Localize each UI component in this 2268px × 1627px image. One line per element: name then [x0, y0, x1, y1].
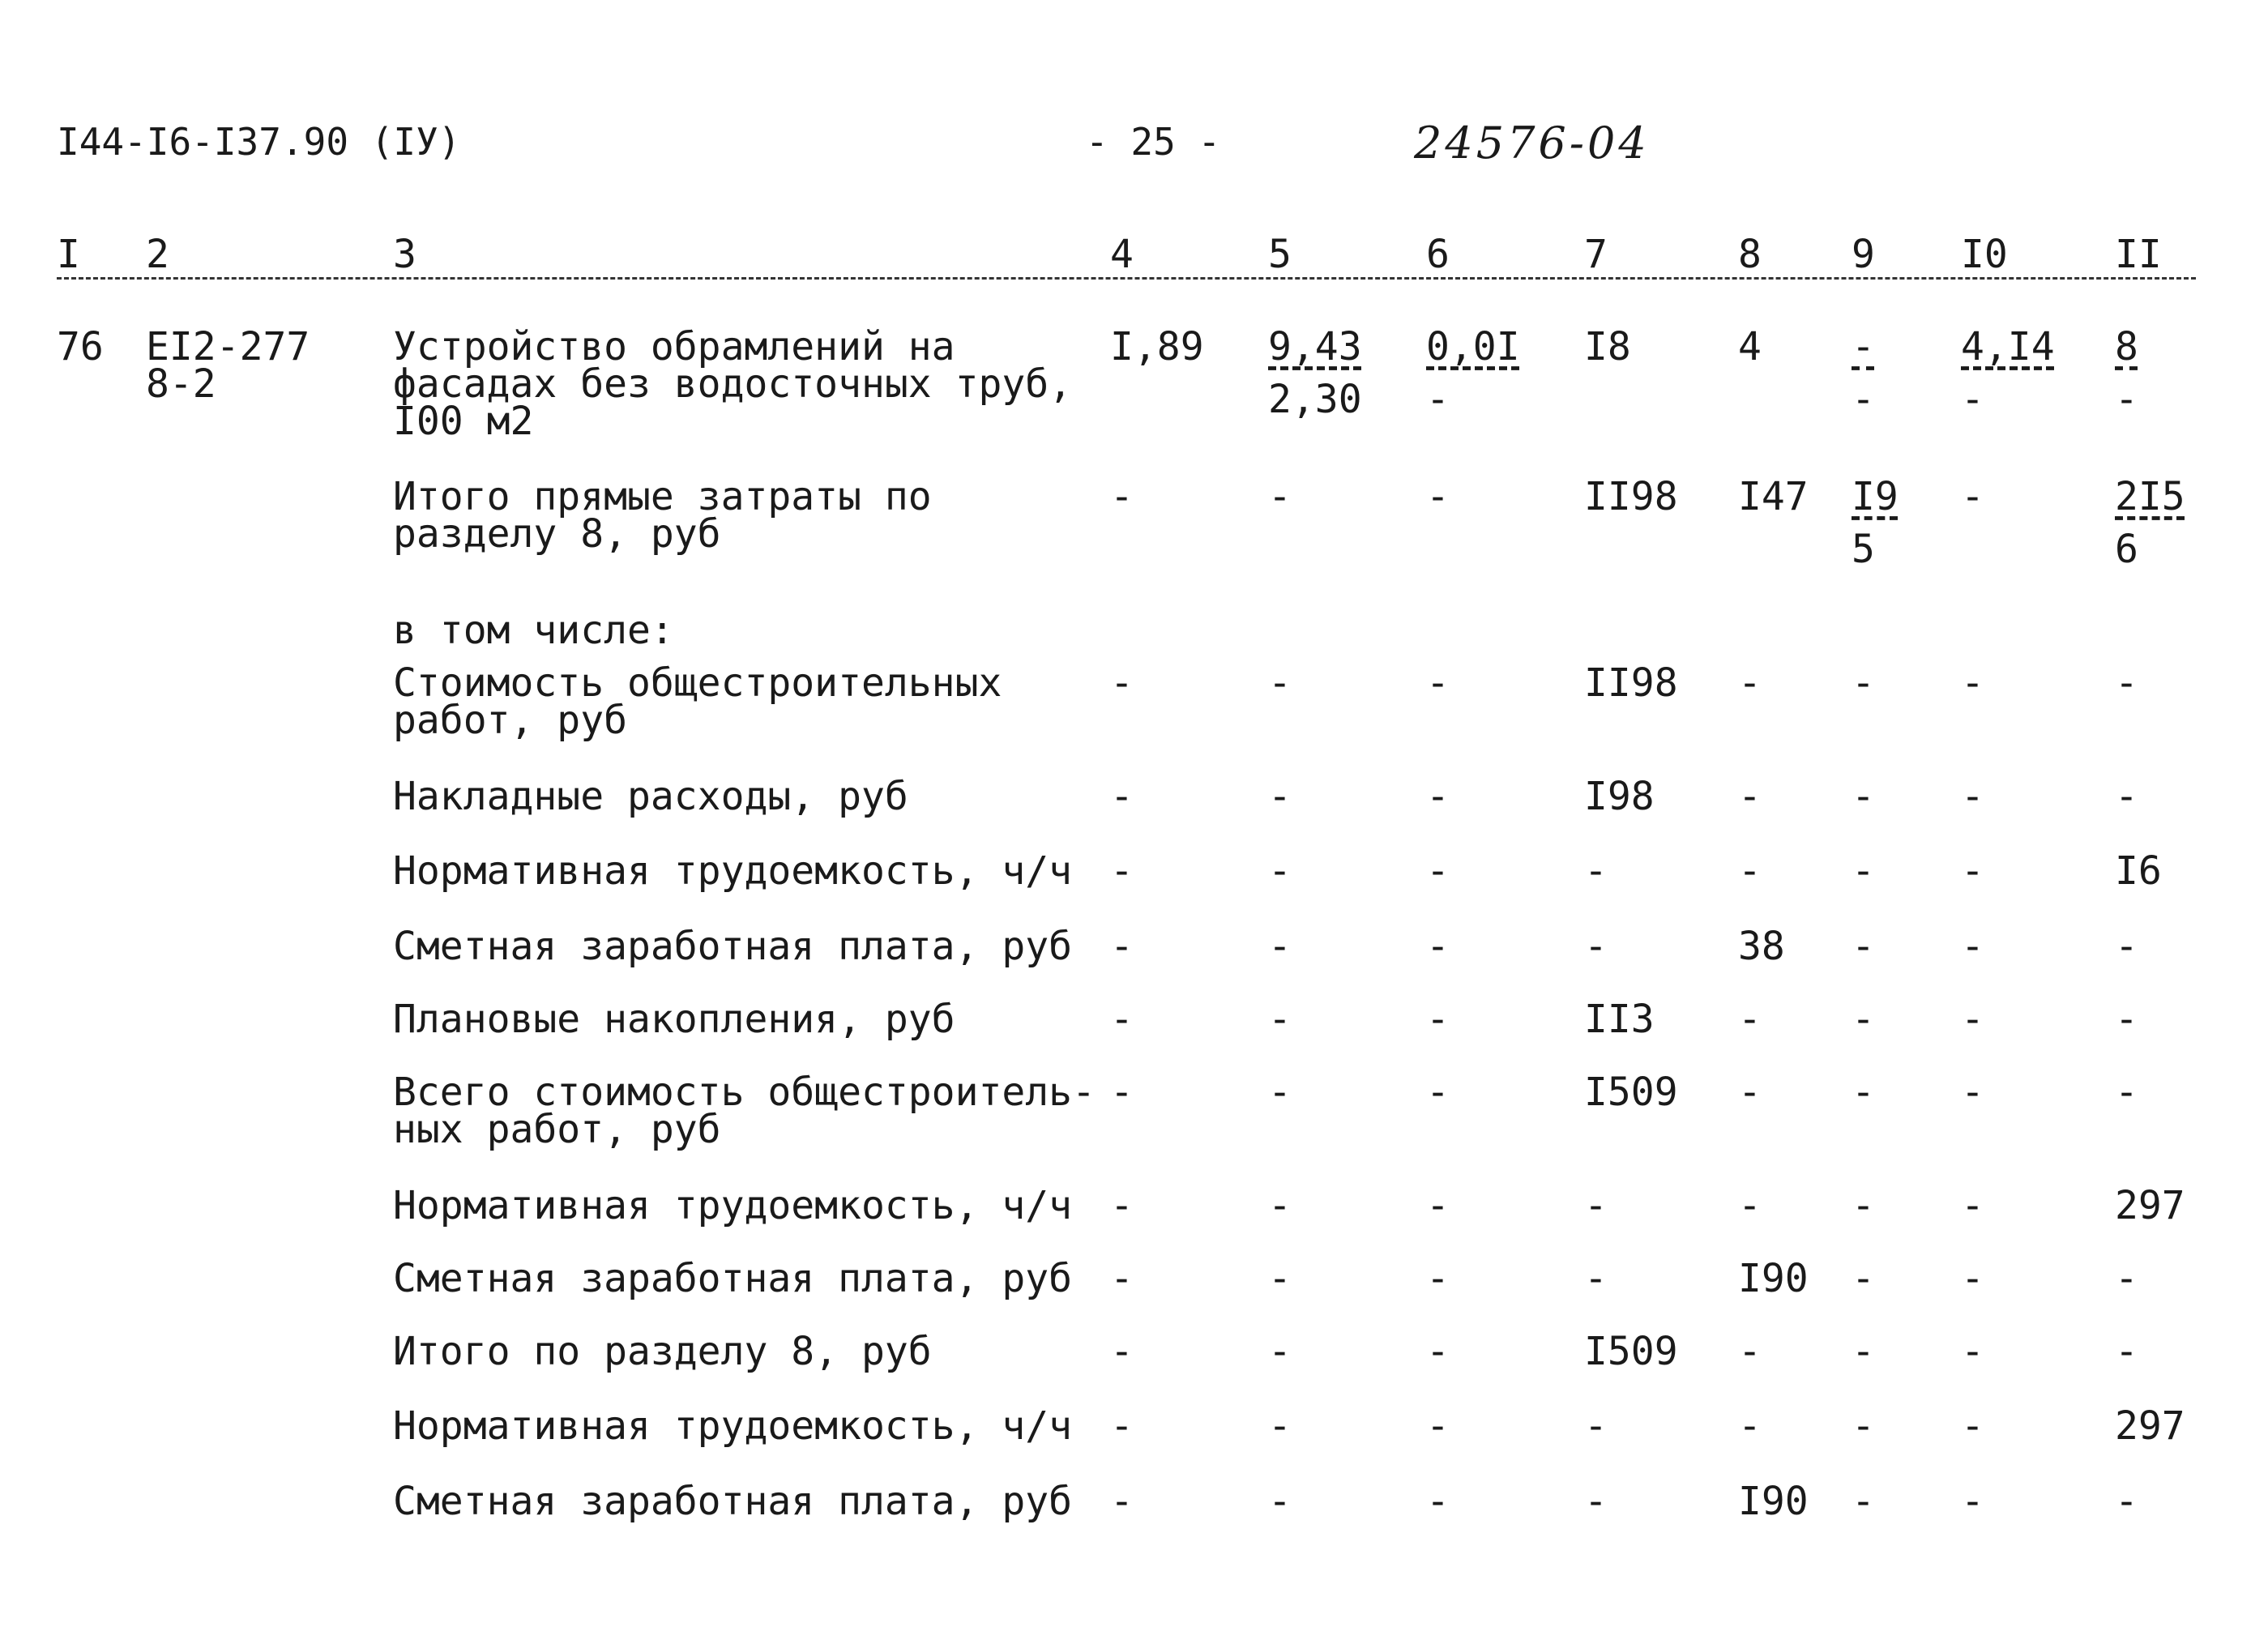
cell-c11: - — [2115, 1479, 2138, 1524]
cell-c11: - — [2115, 1329, 2138, 1374]
column-number-5: 5 — [1268, 232, 1292, 277]
cell-c7: - — [1584, 924, 1608, 969]
row-description: Итого прямые затраты по — [393, 474, 932, 519]
row-description: разделу 8, руб — [393, 511, 721, 557]
row-description: Плановые накопления, руб — [393, 997, 955, 1042]
cell-c11: I6 — [2115, 848, 2162, 894]
row-description: Стоимость общестроительных — [393, 660, 1002, 706]
cell-c6: - — [1426, 1403, 1450, 1449]
cell-c4: - — [1110, 774, 1134, 819]
cell-c7: I509 — [1584, 1329, 1678, 1374]
row-description: Сметная заработная плата, руб — [393, 1256, 1073, 1301]
cell-c11: - — [2115, 1070, 2138, 1115]
cell-c10: - — [1961, 1070, 1984, 1115]
cell-c6: - — [1426, 1256, 1450, 1301]
cell-c9: - — [1852, 1479, 1875, 1524]
cell-c9-top: - — [1852, 324, 1875, 369]
cell-c8: - — [1738, 1403, 1762, 1449]
cell-c6: - — [1426, 660, 1450, 706]
cell-c7: I509 — [1584, 1070, 1678, 1115]
cell-c9-bottom: - — [1852, 377, 1875, 422]
cell-c4: - — [1110, 1329, 1134, 1374]
cell-c10: - — [1961, 924, 1984, 969]
cell-c8: - — [1738, 997, 1762, 1042]
cell-c9: - — [1852, 774, 1875, 819]
cell-c8: 38 — [1738, 924, 1785, 969]
desc-line-3: I00 м2 — [393, 399, 534, 444]
cell-c5: - — [1268, 997, 1292, 1042]
cell-c7: - — [1584, 1403, 1608, 1449]
cell-c6: - — [1426, 774, 1450, 819]
desc-line-1: Устройство обрамлений на — [393, 324, 955, 369]
cell-c10: - — [1961, 774, 1984, 819]
cell-c4: - — [1110, 1403, 1134, 1449]
cell-c4: - — [1110, 848, 1134, 894]
cell-c6: - — [1426, 997, 1450, 1042]
cell-c9: I9 — [1852, 474, 1899, 519]
handwritten-number: 24576-04 — [1414, 117, 1650, 169]
column-number-2: 2 — [146, 232, 169, 277]
cell-c5: - — [1268, 1183, 1292, 1228]
document-code: I44-I6-I37.90 (IУ) — [57, 120, 461, 164]
cell-c8: I90 — [1738, 1256, 1809, 1301]
cell-c11: 2I5 — [2115, 474, 2185, 519]
cell-c5: - — [1268, 774, 1292, 819]
row-description: Нормативная трудоемкость, ч/ч — [393, 1183, 1073, 1228]
column-number-11: II — [2115, 232, 2162, 277]
cell-c5: - — [1268, 1070, 1292, 1115]
cell-c5: - — [1268, 848, 1292, 894]
desc-line-2: фасадах без водосточных труб, — [393, 361, 1073, 407]
cell-c6: - — [1426, 1329, 1450, 1374]
cell-c9: - — [1852, 1329, 1875, 1374]
cell-c5: - — [1268, 474, 1292, 519]
cell-c6: - — [1426, 1479, 1450, 1524]
cell-c4: - — [1110, 1183, 1134, 1228]
row-description: Всего стоимость общестроитель- — [393, 1070, 1096, 1115]
cell-c7: - — [1584, 848, 1608, 894]
cell-c11: - — [2115, 924, 2138, 969]
cell-c4: - — [1110, 1070, 1134, 1115]
cell-c10: - — [1961, 997, 1984, 1042]
cell-c7: II98 — [1584, 660, 1678, 706]
cell-c5: - — [1268, 924, 1292, 969]
cell-c6: - — [1426, 474, 1450, 519]
column-number-3: 3 — [393, 232, 416, 277]
cell-c8: - — [1738, 774, 1762, 819]
cell-c6-top: 0,0I — [1426, 324, 1520, 369]
code-line-2: 8-2 — [146, 361, 216, 407]
cell-c5: - — [1268, 1479, 1292, 1524]
cell-c11-bottom: - — [2115, 377, 2138, 422]
row-description: работ, руб — [393, 698, 627, 743]
cell-c8: I90 — [1738, 1479, 1809, 1524]
cell-c6: - — [1426, 848, 1450, 894]
cell-c11: - — [2115, 1256, 2138, 1301]
column-number-8: 8 — [1738, 232, 1762, 277]
cell-c11: - — [2115, 660, 2138, 706]
cell-c10: - — [1961, 1329, 1984, 1374]
cell-c4: - — [1110, 1479, 1134, 1524]
cell-c6: - — [1426, 924, 1450, 969]
cell-c5: - — [1268, 660, 1292, 706]
column-number-7: 7 — [1584, 232, 1608, 277]
cell-c4: - — [1110, 474, 1134, 519]
row-description: Нормативная трудоемкость, ч/ч — [393, 848, 1073, 894]
cell-c9: - — [1852, 1070, 1875, 1115]
page-number: - 25 - — [1086, 120, 1221, 164]
cell-c10: - — [1961, 660, 1984, 706]
cell-c7: - — [1584, 1256, 1608, 1301]
cell-c11: - — [2115, 997, 2138, 1042]
cell-c5-top: 9,43 — [1268, 324, 1362, 369]
cell-c6-bottom: - — [1426, 377, 1450, 422]
cell-c7: I8 — [1584, 324, 1631, 369]
code-line-1: EI2-277 — [146, 324, 310, 369]
column-number-6: 6 — [1426, 232, 1450, 277]
cell-c10-bottom: - — [1961, 377, 1984, 422]
column-number-1: I — [57, 232, 80, 277]
header-divider — [57, 277, 2196, 280]
cell-c9: - — [1852, 1256, 1875, 1301]
cell-c7: I98 — [1584, 774, 1655, 819]
cell-c4: - — [1110, 997, 1134, 1042]
cell-c9: - — [1852, 660, 1875, 706]
cell-c10: - — [1961, 1256, 1984, 1301]
column-number-10: I0 — [1961, 232, 2008, 277]
cell-c10: - — [1961, 848, 1984, 894]
row-description: Нормативная трудоемкость, ч/ч — [393, 1403, 1073, 1449]
cell-c8: - — [1738, 1070, 1762, 1115]
cell-c10: - — [1961, 1403, 1984, 1449]
cell-c4: I,89 — [1110, 324, 1204, 369]
cell-c8: - — [1738, 848, 1762, 894]
cell-c7: - — [1584, 1183, 1608, 1228]
cell-c9: - — [1852, 1183, 1875, 1228]
cell-c10: - — [1961, 1183, 1984, 1228]
cell-c5: - — [1268, 1329, 1292, 1374]
cell-c4: - — [1110, 660, 1134, 706]
cell-c8: 4 — [1738, 324, 1762, 369]
column-number-9: 9 — [1852, 232, 1875, 277]
cell-c8: - — [1738, 1183, 1762, 1228]
cell-c11-top: 8 — [2115, 324, 2138, 369]
cell-c11: - — [2115, 774, 2138, 819]
cell-c5-bottom: 2,30 — [1268, 377, 1362, 422]
row-description: Сметная заработная плата, руб — [393, 1479, 1073, 1524]
cell-c8: - — [1738, 660, 1762, 706]
cell-c9: - — [1852, 924, 1875, 969]
row-description: Сметная заработная плата, руб — [393, 924, 1073, 969]
cell-c9: - — [1852, 848, 1875, 894]
cell-c6: - — [1426, 1183, 1450, 1228]
cell-c7: II3 — [1584, 997, 1655, 1042]
cell-c10: - — [1961, 1479, 1984, 1524]
row-description: Итого по разделу 8, руб — [393, 1329, 932, 1374]
cell-c9: 5 — [1852, 527, 1875, 572]
cell-c6: - — [1426, 1070, 1450, 1115]
column-number-4: 4 — [1110, 232, 1134, 277]
cell-c10: - — [1961, 474, 1984, 519]
row-description: ных работ, руб — [393, 1107, 721, 1152]
cell-c11: 297 — [2115, 1183, 2185, 1228]
cell-c11: 6 — [2115, 527, 2138, 572]
cell-c8: I47 — [1738, 474, 1809, 519]
cell-c5: - — [1268, 1256, 1292, 1301]
cell-c9: - — [1852, 997, 1875, 1042]
cell-c7: - — [1584, 1479, 1608, 1524]
cell-c4: - — [1110, 924, 1134, 969]
row-number: 76 — [57, 324, 104, 369]
cell-c4: - — [1110, 1256, 1134, 1301]
cell-c11: 297 — [2115, 1403, 2185, 1449]
cell-c9: - — [1852, 1403, 1875, 1449]
cell-c7: II98 — [1584, 474, 1678, 519]
cell-c8: - — [1738, 1329, 1762, 1374]
row-description: в том числе: — [393, 608, 674, 653]
row-description: Накладные расходы, руб — [393, 774, 908, 819]
cell-c10-top: 4,I4 — [1961, 324, 2055, 369]
cell-c5: - — [1268, 1403, 1292, 1449]
